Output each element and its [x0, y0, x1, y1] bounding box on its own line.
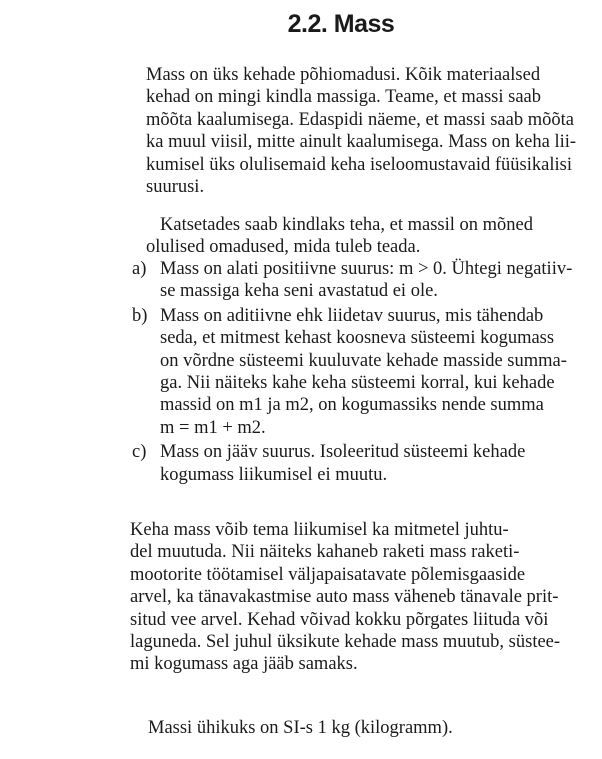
list-item — [132, 305, 600, 439]
properties-list — [132, 258, 600, 486]
text-line: Mass on alati positiivne suurus: m > 0. Ühtegi negatiiv- — [160, 259, 573, 279]
paragraph-unit — [148, 717, 578, 739]
text-line: seda, et mitmest kehast koosneva süsteemi kogumass — [160, 328, 555, 349]
text-line: kumisel üks olulisemaid keha iseloomustavaid füüsikalisi — [146, 154, 572, 175]
text-line: ga. Nii näiteks kahe keha süsteemi korral, kui kehade — [160, 373, 555, 394]
text-line: mi kogumass aga jääb samaks. — [130, 654, 358, 675]
text-line: se massiga keha seni avastatud ei ole. — [160, 281, 438, 302]
text-line: suurusi. — [146, 177, 205, 198]
text-line: del muutuda. Nii näiteks kahaneb raketi mass raketi- — [130, 542, 520, 563]
list-item — [132, 441, 600, 486]
list-marker: a) — [132, 259, 147, 279]
section-title: 2.2. Mass — [287, 10, 395, 38]
text-line: Mass on üks kehade põhiomadusi. Kõik materiaalsed — [146, 65, 541, 85]
text-line: olulised omadused, mida tuleb teada. — [146, 237, 421, 258]
text-line: Keha mass võib tema liikumisel ka mitmetel juhtu- — [130, 520, 509, 540]
text-line: mootorite töötamisel väljapaisatavate põlemisgaaside — [130, 564, 526, 585]
text-line: Mass on jääv suurus. Isoleeritud süsteemi kehade — [160, 442, 526, 463]
list-marker: c) — [132, 442, 147, 463]
text-line: m = m1 + m2. — [160, 417, 266, 438]
paragraph-properties-intro — [146, 214, 602, 259]
text-line: kogumass liikumisel ei muutu. — [160, 464, 388, 485]
text-line: mõõta kaalumisega. Edaspidi näeme, et massi saab mõõta — [146, 109, 574, 130]
text-line: Mass on aditiivne ehk liidetav suurus, mis tähendab — [160, 305, 544, 326]
text-line: situd vee arvel. Kehad võivad kokku põrgates liituda või — [130, 609, 549, 630]
text-line: ka muul viisil, mitte ainult kaalumisega. Mass on keha lii- — [146, 132, 577, 153]
list-item — [132, 258, 600, 303]
text-line: massid on m1 ja m2, on kogumassiks nende summa — [160, 395, 544, 416]
text-line: Katsetades saab kindlaks teha, et massil on mõned — [160, 215, 533, 235]
text-line: Massi ühikuks on SI-s 1 kg (kilogramm). — [148, 718, 453, 738]
list-marker: b) — [132, 305, 148, 326]
paragraph-mass-change — [130, 519, 594, 676]
text-line: arvel, ka tänavakastmise auto mass väheneb tänavale prit- — [130, 587, 559, 608]
paragraph-mass-intro — [146, 64, 602, 198]
text-line: kehad on mingi kindla massiga. Teame, et massi saab — [146, 87, 541, 108]
text-line: laguneda. Sel juhul üksikute kehade mass muutub, süstee- — [130, 632, 561, 653]
text-line: on võrdne süsteemi kuuluvate kehade masside summa- — [160, 350, 567, 371]
